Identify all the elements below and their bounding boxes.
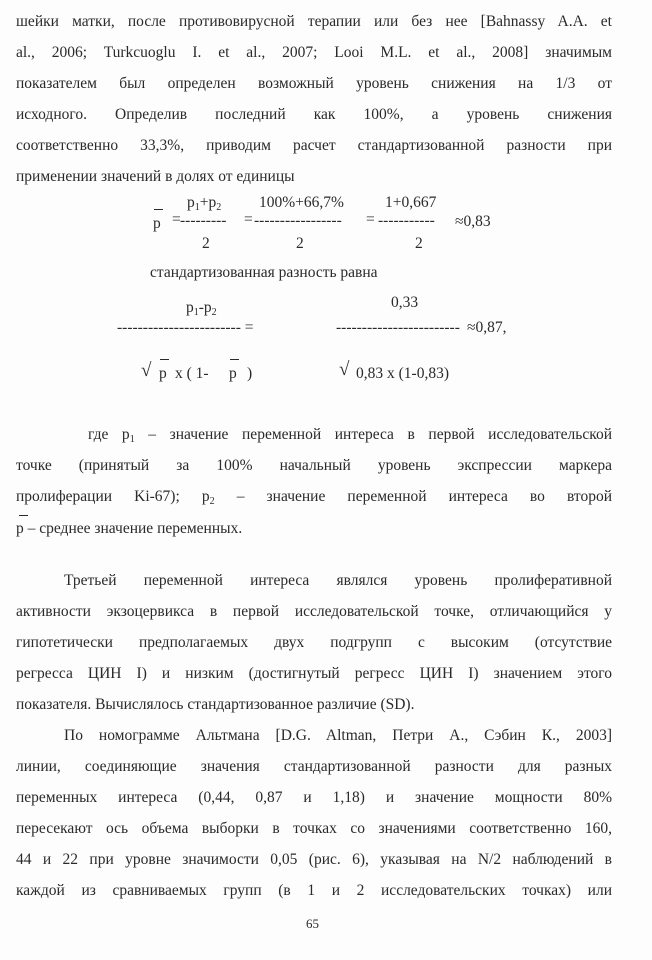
p-bar	[154, 209, 163, 210]
fraction-numerator: 0,33	[391, 294, 419, 311]
text-line: шейки матки, после противовирусной терапии или без нее [Bahnassy A.A. et	[16, 13, 612, 30]
fraction-denominator: 2	[202, 235, 210, 252]
sqrt-symbol: √	[339, 359, 350, 380]
equals-sign: =	[172, 211, 181, 228]
text-line: По номограмме Альтмана [D.G. Altman, Петри А., Сэбин К., 2003]	[64, 727, 612, 744]
fraction-line: ------------------------	[336, 319, 460, 336]
text-line: al., 2006; Turkcuoglu I. et al., 2007; Looi M.L. et al., 2008] значимым	[16, 44, 612, 61]
fraction-numerator: 1+0,667	[385, 194, 437, 211]
text-line: Третьей переменной интереса являлся уровень пролиферативной	[64, 572, 612, 589]
text-line: пролиферации Ki-67); $p_2$ – значение переменной интереса во второй	[16, 488, 613, 507]
p-bar	[230, 359, 239, 360]
fraction-line: ---------	[180, 212, 227, 229]
equals-sign: =	[244, 211, 253, 228]
text-line: гипотетически предполагаемых двух подгрупп с высоким (отсутствие	[16, 634, 612, 651]
fraction-line: -----------------	[254, 212, 342, 229]
sqrt-symbol: √	[141, 360, 152, 381]
p-mean-symbol: p	[159, 365, 167, 382]
equals-sign: =	[366, 211, 375, 228]
formula-result: ≈0,83	[455, 213, 491, 230]
fraction-line: -----------	[378, 212, 435, 229]
text-line: точке (принятый за 100% начальный уровень экспрессии маркера	[16, 457, 612, 474]
p-bar	[19, 515, 28, 516]
fraction-denominator: 2	[415, 235, 423, 252]
fraction-numerator: $p_1+p_2$	[187, 194, 222, 213]
fraction-denominator: 0,83 x (1-0,83)	[356, 365, 449, 382]
p-mean-symbol: p	[229, 365, 237, 382]
text-line: исходного. Определив последний как 100%, а уровень снижения	[16, 106, 612, 123]
formula-result: ≈0,87,	[467, 319, 507, 336]
text-line: 44 и 22 при уровне значимости 0,05 (рис. 6), указывая на N/2 наблюдений в	[16, 851, 612, 868]
text-line: показателем был определен возможный уровень снижения на 1/3 от	[16, 75, 612, 92]
text-line: соответственно 33,3%, приводим расчет стандартизованной разности при	[16, 137, 612, 154]
text-line: применении значений в долях от единицы	[16, 168, 295, 185]
text-line: p – среднее значение переменных.	[16, 520, 243, 537]
closing-paren: )	[247, 365, 253, 382]
text-line: каждой из сравниваемых групп (в 1 и 2 исследовательских точках) или	[16, 882, 612, 899]
p-mean-symbol: p	[153, 215, 161, 232]
fraction-line: ------------------------ =	[117, 319, 254, 336]
text-line: линии, соединяющие значения стандартизованной разности для разных	[16, 758, 612, 775]
page-number: 65	[306, 916, 319, 931]
fraction-denominator: 2	[296, 235, 304, 252]
p-bar	[160, 359, 169, 360]
text-line: где $p_1$ – значение переменной интереса в первой исследовательской	[88, 426, 612, 445]
text-line: показателя. Вычислялось стандартизованное различие (SD).	[16, 696, 415, 713]
text-line: регресса ЦИН I) и низким (достигнутый регресс ЦИН I) значением этого	[16, 665, 612, 682]
fraction-numerator: $p_1-p_2$	[186, 299, 217, 318]
text-line: активности экзоцервикса в первой исследовательской точке, отличающийся у	[16, 603, 612, 620]
fraction-denominator: x ( 1-	[175, 365, 209, 382]
text-line: переменных интереса (0,44, 0,87 и 1,18) и значение мощности 80%	[16, 789, 612, 806]
text-line: пересекают ось объема выборки в точках со значениями соответственно 160,	[16, 820, 612, 837]
std-diff-label: стандартизованная разность равна	[150, 264, 378, 281]
fraction-numerator: 100%+66,7%	[259, 194, 344, 211]
